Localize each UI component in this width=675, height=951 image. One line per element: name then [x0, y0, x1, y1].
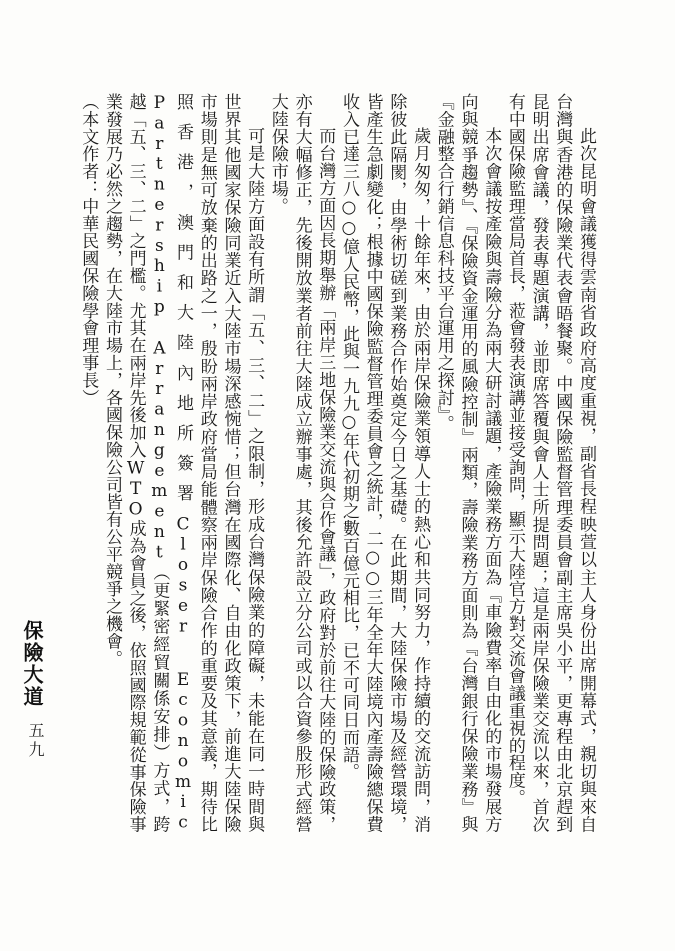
- article-body: [76, 93, 597, 833]
- paragraph-5: 可是大陸方面設有所謂「五、三、二」之限制，形成台灣保險業的障礙，未能在同一時間與世界其他國家保險同業近入大陸市場深感惋惜；但台灣在國際化、自由化政策下，前進大陸保險市場則是無可放棄的出路之一，殷盼兩岸政府當局能體察兩岸保險合作的重要及其意義，期待比照香港，澳門和大陸內地所簽署Closer Economic Partnership Arrangement（更緊密經貿關係安排）方式，跨越「五、三、二」之門檻。尤其在兩岸先後加入WTO成為會員之後，依照國際規範從事保險事業發展乃必然之趨勢，在大陸市場上，各國保險公司皆有公平競爭之機會。: [101, 93, 265, 833]
- paragraph-3: 歲月匆匆，十餘年來，由於兩岸保險業領導人士的熱心和共同努力，作持續的交流訪問，消除彼此隔閡，由學術切磋到業務合作始奠定今日之基礎。在此期間，大陸保險市場及經營環境，皆產生急劇變化；根據中國保險監督管理委員會之統計，二○○三年全年大陸境內產壽險總保費收入已達三八○○億人民幣，此與一九九○年代初期之數百億元相比，已不可同日而語。: [338, 93, 431, 833]
- paragraph-4: 而台灣方面因長期舉辦「兩岸三地保險業交流與合作會議」，政府對於前往大陸的保險政策，亦有大幅修正，先後開放業者前往大陸成立辦事處，其後允許設立分公司或以合資參股形式經營大陸保險市場。: [267, 93, 336, 833]
- page-number: 五九: [26, 722, 45, 760]
- author-note: （本文作者：中華民國保險學會理事長）: [78, 93, 99, 407]
- paragraph-2: 本次會議按產險與壽險分為兩大研討議題，產險業務方面為『車險費率自由化的市場發展方向與競爭趨勢』、『保險資金運用的風險控制』兩類，壽險業務方面則為『台灣銀行保險業務』與『金融整合行銷信息科技平台運用之探討』。: [433, 93, 502, 833]
- paragraph-1: 此次昆明會議獲得雲南省政府高度重視，副省長程映萱以主人身份出席開幕式，親切與來自台灣與香港的保險業代表會晤餐聚。中國保險監督管理委員會副主席吳小平，更專程由北京趕到昆明出席會議，發表專題演講，並即席答覆與會人士所提問題；這是兩岸保險業交流以來，首次有中國保險監理當局首長，蒞會發表演講並接受詢問，顯示大陸官方對交流會議重視的程度。: [504, 93, 596, 833]
- publication-brand: 保險大道: [20, 620, 44, 708]
- page-footer: [18, 620, 47, 760]
